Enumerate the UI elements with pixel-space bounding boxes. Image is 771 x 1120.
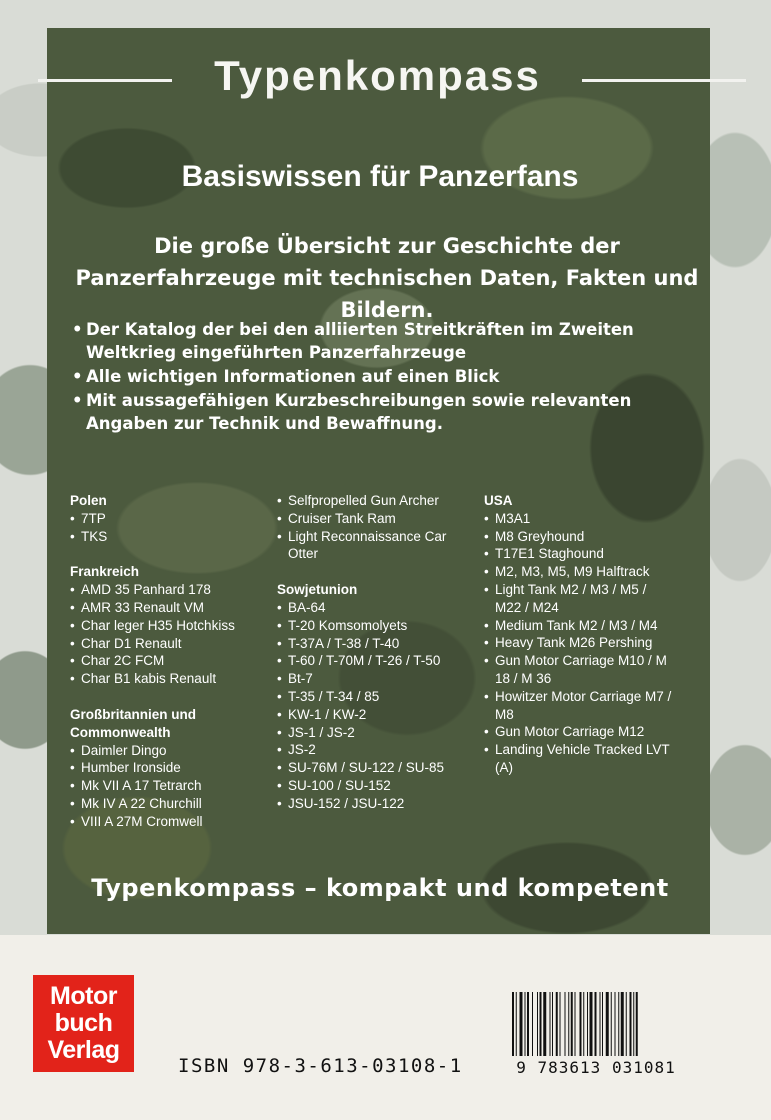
barcode-bar — [571, 992, 573, 1056]
barcode-bar — [543, 992, 546, 1056]
section-heading-polen: Polen — [70, 493, 107, 508]
list-grossbritannien — [70, 742, 260, 831]
barcode-bar — [516, 992, 517, 1056]
barcode-bar — [606, 992, 609, 1056]
barcode-bar — [590, 992, 593, 1056]
barcode-bar — [633, 992, 634, 1056]
barcode-bar — [630, 992, 632, 1056]
feature-item: • Mit aussagefähigen Kurzbeschreibungen sowie relevanten Angaben zur Technik und Bewaffnung. — [72, 389, 702, 435]
feature-item: • Der Katalog der bei den alliierten Streitkräften im Zweiten Weltkrieg eingeführten Panzerfahrzeuge — [72, 318, 702, 364]
list-item: • Mk VII A 17 Tetrarch — [70, 777, 260, 795]
list-item: • M8 Greyhound — [484, 528, 674, 546]
barcode-bar — [618, 992, 619, 1056]
list-item: • T-20 Komsomolyets — [277, 617, 477, 635]
subtitle: Basiswissen für Panzerfans — [181, 160, 579, 193]
logo-line-2: buch — [54, 1009, 113, 1037]
list-item: • Light Tank M2 / M3 / M5 / M22 / M24 — [484, 581, 674, 617]
barcode-bar — [525, 992, 526, 1056]
list-item: • Char B1 kabis Renault — [70, 670, 260, 688]
list-frankreich — [70, 581, 260, 688]
list-item: • JSU-152 / JSU-122 — [277, 795, 477, 813]
barcode — [510, 992, 682, 1088]
list-item: • JS-2 — [277, 741, 477, 759]
barcode-bar — [587, 992, 588, 1056]
barcode-bar — [532, 992, 533, 1056]
list-item: • Medium Tank M2 / M3 / M4 — [484, 617, 674, 635]
logo-line-1: Motor — [50, 982, 117, 1010]
section-heading-grossbritannien: Großbritannien und Commonwealth — [70, 706, 196, 740]
list-item: • Mk IV A 22 Churchill — [70, 795, 260, 813]
barcode-bar — [565, 992, 566, 1056]
section-heading-usa: USA — [484, 493, 513, 508]
list-item: • SU-100 / SU-152 — [277, 777, 477, 795]
list-polen — [70, 510, 260, 546]
list-item: • AMR 33 Renault VM — [70, 599, 260, 617]
barcode-bar — [520, 992, 523, 1056]
list-item: • SU-76M / SU-122 / SU-85 — [277, 759, 477, 777]
list-item: • T17E1 Staghound — [484, 545, 674, 563]
barcode-bar — [580, 992, 582, 1056]
list-usa — [484, 510, 674, 777]
list-item: • VIII A 27M Cromwell — [70, 813, 260, 831]
list-item: • Daimler Dingo — [70, 742, 260, 760]
barcode-bar — [568, 992, 569, 1056]
list-item: • T-37A / T-38 / T-40 — [277, 635, 477, 653]
barcode-bar — [626, 992, 627, 1056]
barcode-bar — [552, 992, 553, 1056]
barcode-bars — [510, 992, 682, 1056]
feature-item: • Alle wichtigen Informationen auf einen Blick — [72, 365, 702, 388]
list-item: • Char D1 Renault — [70, 635, 260, 653]
list-item: • Char leger H35 Hotchkiss — [70, 617, 260, 635]
list-item: • T-35 / T-34 / 85 — [277, 688, 477, 706]
list-sowjetunion — [277, 599, 477, 813]
title-row — [0, 52, 771, 108]
barcode-bar — [556, 992, 558, 1056]
list-item: • Howitzer Motor Carriage M7 / M8 — [484, 688, 674, 724]
list-item: • M3A1 — [484, 510, 674, 528]
barcode-bar — [611, 992, 612, 1056]
list-item: • 7TP — [70, 510, 260, 528]
list-item: • Landing Vehicle Tracked LVT (A) — [484, 741, 674, 777]
list-item: • AMD 35 Panhard 178 — [70, 581, 260, 599]
section-heading-frankreich: Frankreich — [70, 564, 140, 580]
list-item: • Gun Motor Carriage M10 / M 18 / M 36 — [484, 652, 674, 688]
tagline: Typenkompass – kompakt und kompetent — [91, 874, 669, 902]
title-rule-left — [38, 79, 172, 82]
title-rule-right — [582, 79, 746, 82]
list-item: • T-60 / T-70M / T-26 / T-50 — [277, 652, 477, 670]
barcode-bar — [540, 992, 542, 1056]
list-item: • Selfpropelled Gun Archer — [277, 492, 477, 510]
barcode-bar — [560, 992, 561, 1056]
list-item: • JS-1 / JS-2 — [277, 724, 477, 742]
barcode-bar — [550, 992, 551, 1056]
logo-line-3: Verlag — [47, 1036, 120, 1064]
list-item: • KW-1 / KW-2 — [277, 706, 477, 724]
vehicle-column-3 — [484, 492, 674, 777]
series-title: Typenkompass — [214, 52, 541, 99]
barcode-bar — [595, 992, 597, 1056]
barcode-bar — [636, 992, 638, 1056]
list-item: • TKS — [70, 528, 260, 546]
feature-list — [72, 318, 702, 436]
barcode-bar — [512, 992, 514, 1056]
list-item: • Char 2C FCM — [70, 652, 260, 670]
list-grossbritannien-continued — [277, 492, 477, 563]
list-item: • Humber Ironside — [70, 759, 260, 777]
intro-text: Die große Übersicht zur Geschichte der Panzerfahrzeuge mit technischen Daten, Fakten und Bildern. — [75, 234, 699, 322]
barcode-digits: 9 783613 031081 — [516, 1058, 676, 1077]
vehicle-column-2 — [277, 492, 477, 813]
vehicle-column-1 — [70, 492, 260, 831]
list-item: • M2, M3, M5, M9 Halftrack — [484, 563, 674, 581]
list-item: • Light Reconnaissance Car Otter — [277, 528, 477, 564]
barcode-bar — [583, 992, 584, 1056]
list-item: • Gun Motor Carriage M12 — [484, 723, 674, 741]
barcode-bar — [527, 992, 529, 1056]
barcode-bar — [537, 992, 538, 1056]
publisher-logo — [33, 975, 134, 1072]
list-item: • Bt-7 — [277, 670, 477, 688]
barcode-bar — [575, 992, 576, 1056]
list-item: • BA-64 — [277, 599, 477, 617]
section-heading-sowjetunion: Sowjetunion — [277, 582, 358, 598]
barcode-bar — [621, 992, 624, 1056]
barcode-bar — [600, 992, 601, 1056]
barcode-bar — [602, 992, 603, 1056]
isbn-text: ISBN 978-3-613-03108-1 — [178, 1055, 463, 1077]
list-item: • Cruiser Tank Ram — [277, 510, 477, 528]
list-item: • Heavy Tank M26 Pershing — [484, 634, 674, 652]
barcode-bar — [615, 992, 616, 1056]
